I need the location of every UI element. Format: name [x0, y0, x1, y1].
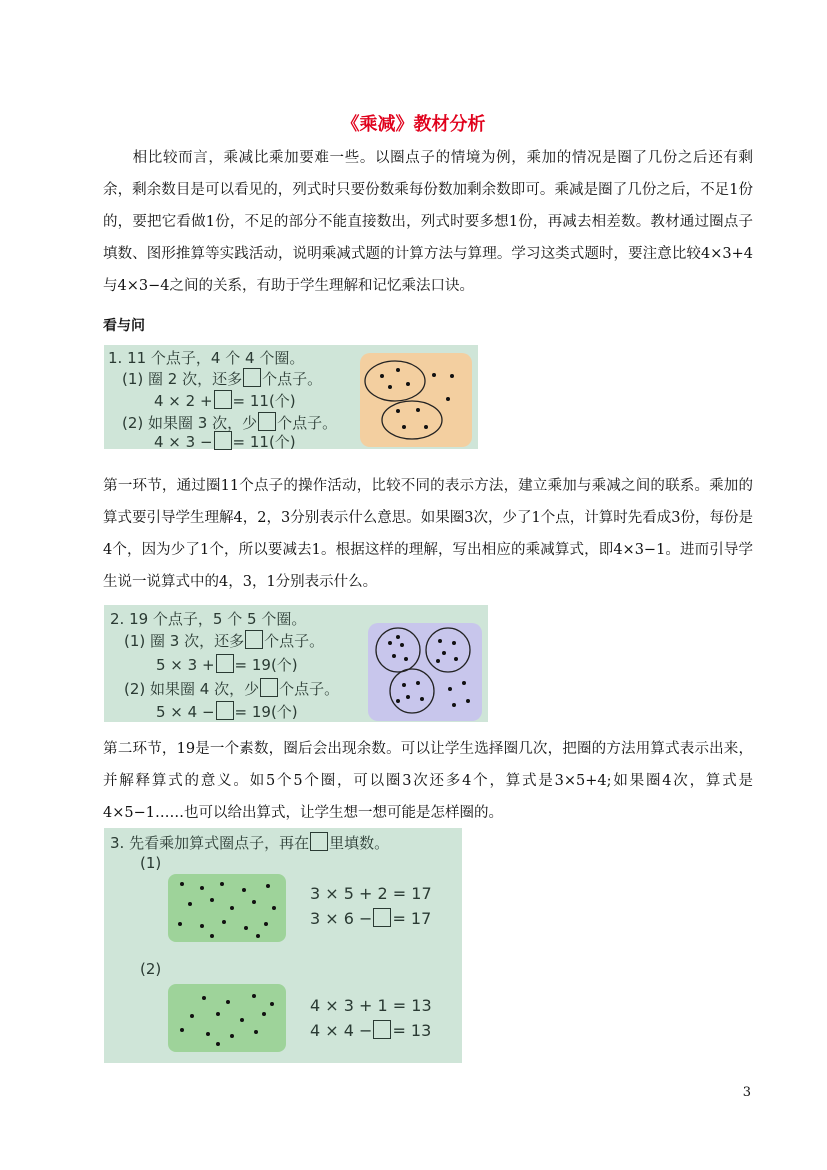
exercise-3-line1-suffix: 里填数。 — [329, 834, 390, 852]
exercise-3-line1-text: 3. 先看乘加算式圈点子，再在 — [110, 834, 310, 852]
page-number: 3 — [742, 1085, 751, 1100]
answer-box[interactable] — [373, 1020, 391, 1039]
answer-box[interactable] — [214, 431, 232, 450]
answer-box[interactable] — [260, 678, 278, 697]
exercise-1-line3-text: 4 × 2 + — [154, 392, 213, 410]
answer-box[interactable] — [373, 908, 391, 927]
exercise-2-line3-suffix: = 19(个) — [234, 656, 298, 674]
exercise-3-part1-eq2 — [310, 908, 431, 928]
answer-box[interactable] — [245, 630, 263, 649]
exercise-2-line3 — [156, 654, 298, 675]
answer-box[interactable] — [216, 654, 234, 673]
exercise-3-part2-eq1: 4 × 3 + 1 = 13 — [310, 996, 432, 1015]
exercise-2-line4-text: (2) 如果圈 4 次，少 — [124, 680, 260, 698]
exercise-3-line1 — [110, 832, 389, 853]
exercise-1-line3 — [154, 390, 296, 411]
exercise-1-line5 — [154, 431, 296, 452]
intro-text: 相比较而言，乘减比乘加要难一些。以圈点子的情境为例，乘加的情况是圈了几份之后还有剩余，剩余数目是可以看见的，列式时只要份数乘每份数加剩余数即可。乘减是圈了几份之后，不足1份的，要把它看做1份，不足的部分不能直接数出，列式时要多想1份，再减去相差数。教材通过圈点子填数、图形推算等实践活动，说明乘减式题的计算方法与算理。学习这类式题时，要注意比较4×3+4与4×3−4之间的关系，有助于学生理解和记忆乘法口诀。 — [103, 150, 753, 294]
section-heading: 看与问 — [103, 318, 145, 334]
exercise-2-line2-suffix: 个点子。 — [264, 632, 325, 650]
exercise-1-line2-text: (1) 圈 2 次，还多 — [122, 370, 243, 388]
exercise-3-part2-eq2-text: 4 × 4 − — [310, 1021, 373, 1040]
dot-panel-purple — [368, 623, 482, 721]
exercise-3-part2-label: (2) — [140, 960, 162, 978]
exercise-1-line2 — [122, 368, 322, 389]
exercise-1-line4-suffix: 个点子。 — [277, 414, 338, 432]
paragraph-3-text: 第二环节，19是一个素数，圈后会出现余数。可以让学生选择圈几次，把圈的方法用算式表示出来，并解释算式的意义。如5个5个圈，可以圈3次还多4个，算式是3×5+4;如果圈4次，算式是4×5−1……也可以给出算式，让学生想一想可能是怎样圈的。 — [103, 741, 753, 821]
exercise-1-line5-suffix: = 11(个) — [232, 433, 296, 451]
dots-illustration — [168, 984, 286, 1052]
answer-box[interactable] — [214, 390, 232, 409]
dot-panel-orange — [360, 353, 472, 447]
exercise-2-line5 — [156, 701, 298, 722]
answer-box[interactable] — [258, 412, 276, 431]
exercise-2-line2 — [124, 630, 324, 651]
intro-paragraph — [103, 142, 753, 302]
exercise-1-line4-text: (2) 如果圈 3 次，少 — [122, 414, 258, 432]
exercise-2-line1: 2. 19 个点子，5 个 5 个圈。 — [110, 610, 307, 628]
exercise-3-card — [104, 828, 462, 1063]
exercise-1-line2-suffix: 个点子。 — [262, 370, 323, 388]
exercise-1-card — [104, 345, 478, 449]
exercise-3-part2-eq2 — [310, 1020, 431, 1040]
exercise-1-line1: 1. 11 个点子，4 个 4 个圈。 — [108, 349, 305, 367]
exercise-2-line5-text: 5 × 4 − — [156, 703, 215, 721]
exercise-2-line3-text: 5 × 3 + — [156, 656, 215, 674]
dot-circles-illustration — [360, 353, 472, 447]
answer-box[interactable] — [216, 701, 234, 720]
exercise-2-card — [104, 605, 488, 722]
exercise-2-line4-suffix: 个点子。 — [279, 680, 340, 698]
exercise-3-part2-eq2-suffix: = 13 — [392, 1021, 432, 1040]
exercise-2-line5-suffix: = 19(个) — [234, 703, 298, 721]
dots-illustration — [168, 874, 286, 942]
exercise-3-part1-eq1: 3 × 5 + 2 = 17 — [310, 884, 432, 903]
answer-box[interactable] — [310, 832, 328, 851]
dot-circles-illustration — [368, 623, 482, 721]
paragraph-2-text: 第一环节，通过圈11个点子的操作活动，比较不同的表示方法，建立乘加与乘减之间的联系。乘加的算式要引导学生理解4，2，3分别表示什么意思。如果圈3次，少了1个点，计算时先看成3份，每份是4个，因为少了1个，所以要减去1。根据这样的理解，写出相应的乘减算式，即4×3−1。进而引导学生说一说算式中的4，3，1分别表示什么。 — [103, 478, 753, 590]
page-title: 《乘减》教材分析 — [341, 114, 486, 135]
exercise-1-line3-suffix: = 11(个) — [232, 392, 296, 410]
answer-box[interactable] — [243, 368, 261, 387]
exercise-1-line5-text: 4 × 3 − — [154, 433, 213, 451]
exercise-3-part1-label: (1) — [140, 854, 162, 872]
exercise-3-part1-eq2-text: 3 × 6 − — [310, 909, 373, 928]
paragraph-2 — [103, 470, 753, 598]
dot-panel-green-1 — [168, 874, 286, 942]
exercise-3-part1-eq2-suffix: = 17 — [392, 909, 432, 928]
exercise-2-line4 — [124, 678, 339, 699]
dot-panel-green-2 — [168, 984, 286, 1052]
exercise-1-line4 — [122, 412, 337, 433]
exercise-2-line2-text: (1) 圈 3 次，还多 — [124, 632, 245, 650]
paragraph-3 — [103, 733, 753, 829]
